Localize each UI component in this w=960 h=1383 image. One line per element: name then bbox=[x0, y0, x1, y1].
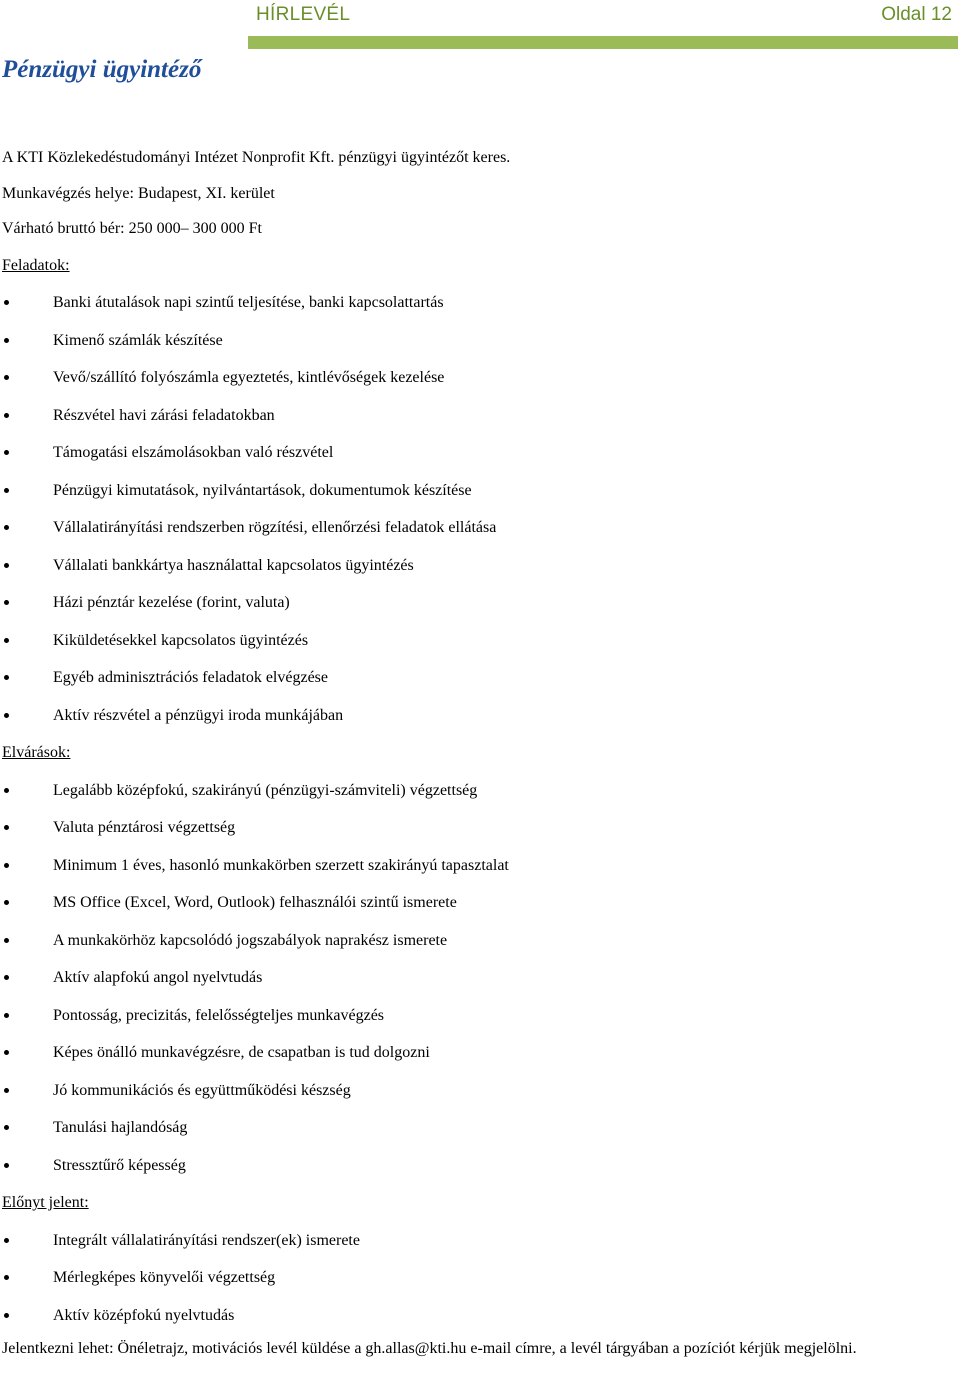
bullet-icon bbox=[4, 1088, 9, 1093]
list-item-text: Minimum 1 éves, hasonló munkakörben szerzett szakirányú tapasztalat bbox=[53, 856, 509, 874]
list-item-text: A munkakörhöz kapcsolódó jogszabályok naprakész ismerete bbox=[53, 931, 448, 949]
list-item-text: Jó kommunikációs és együttműködési készség bbox=[53, 1081, 351, 1099]
list-item bbox=[2, 772, 954, 810]
requirements-list bbox=[2, 772, 954, 1185]
requirements-heading: Elvárások: bbox=[2, 744, 71, 761]
bullet-icon bbox=[4, 488, 9, 493]
list-item-text: Vállalati bankkártya használattal kapcsolatos ügyintézés bbox=[53, 556, 414, 574]
application-instructions: Jelentkezni lehet: Önéletrajz, motivációs levél küldése a gh.allas@kti.hu e-mail címre, a levél tárgyában a pozíciót kérjük megjelölni. bbox=[2, 1340, 857, 1357]
list-item bbox=[2, 284, 954, 322]
list-item bbox=[2, 959, 954, 997]
list-item bbox=[2, 1109, 954, 1147]
list-item-text: Aktív középfokú nyelvtudás bbox=[53, 1306, 235, 1324]
list-item-text: Banki átutalások napi szintű teljesítése, banki kapcsolattartás bbox=[53, 294, 444, 311]
list-item-text: Integrált vállalatirányítási rendszer(ek) ismerete bbox=[53, 1231, 360, 1249]
list-item bbox=[2, 1259, 954, 1297]
list-item-text: Mérlegképes könyvelői végzettség bbox=[53, 1269, 276, 1286]
list-item-text: MS Office (Excel, Word, Outlook) felhasználói szintű ismerete bbox=[53, 894, 457, 911]
intro-line: Munkavégzés helye: Budapest, XI. kerület bbox=[2, 184, 275, 202]
list-item-text: Vevő/szállító folyószámla egyeztetés, kintlévőségek kezelése bbox=[53, 369, 445, 386]
list-item bbox=[2, 1222, 954, 1260]
bullet-icon bbox=[4, 1125, 9, 1130]
bullet-icon bbox=[4, 563, 9, 568]
bullet-icon bbox=[4, 413, 9, 418]
list-item bbox=[2, 1297, 954, 1335]
intro-line: Várható bruttó bér: 250 000– 300 000 Ft bbox=[2, 220, 262, 237]
list-item bbox=[2, 322, 954, 360]
bullet-icon bbox=[4, 1313, 9, 1318]
list-item-text: Egyéb adminisztrációs feladatok elvégzése bbox=[53, 669, 328, 686]
bullet-icon bbox=[4, 938, 9, 943]
list-item bbox=[2, 922, 954, 960]
list-item bbox=[2, 472, 954, 510]
bullet-icon bbox=[4, 900, 9, 905]
list-item bbox=[2, 1072, 954, 1110]
page-header bbox=[248, 0, 958, 52]
newsletter-title: HÍRLEVÉL bbox=[256, 4, 351, 25]
tasks-heading: Feladatok: bbox=[2, 256, 70, 274]
bullet-icon bbox=[4, 450, 9, 455]
list-item-text: Képes önálló munkavégzésre, de csapatban is tud dolgozni bbox=[53, 1044, 430, 1061]
article-title: Pénzügyi ügyintéző bbox=[2, 56, 202, 83]
bullet-icon bbox=[4, 600, 9, 605]
list-item-text: Tanulási hajlandóság bbox=[53, 1119, 188, 1136]
list-item-text: Kiküldetésekkel kapcsolatos ügyintézés bbox=[53, 631, 309, 649]
bullet-icon bbox=[4, 375, 9, 380]
article-body bbox=[2, 140, 954, 1361]
list-item bbox=[2, 884, 954, 922]
list-item bbox=[2, 997, 954, 1035]
list-item-text: Pontosság, precizitás, felelősségteljes munkavégzés bbox=[53, 1006, 385, 1024]
header-accent-bar bbox=[248, 36, 958, 49]
list-item-text: Pénzügyi kimutatások, nyilvántartások, dokumentumok készítése bbox=[53, 481, 472, 499]
bullet-icon bbox=[4, 300, 9, 305]
bullet-icon bbox=[4, 638, 9, 643]
list-item-text: Stressztűrő képesség bbox=[53, 1156, 186, 1174]
list-item-text: Támogatási elszámolásokban való részvétel bbox=[53, 444, 334, 461]
bullet-icon bbox=[4, 525, 9, 530]
list-item-text: Aktív alapfokú angol nyelvtudás bbox=[53, 969, 263, 986]
list-item-text: Házi pénztár kezelése (forint, valuta) bbox=[53, 594, 290, 611]
list-item-text: Kimenő számlák készítése bbox=[53, 331, 223, 349]
list-item-text: Valuta pénztárosi végzettség bbox=[53, 819, 236, 836]
bullet-icon bbox=[4, 1163, 9, 1168]
list-item bbox=[2, 697, 954, 735]
list-item bbox=[2, 1034, 954, 1072]
advantages-list bbox=[2, 1222, 954, 1335]
bullet-icon bbox=[4, 1050, 9, 1055]
list-item bbox=[2, 809, 954, 847]
list-item-text: Részvétel havi zárási feladatokban bbox=[53, 406, 275, 424]
list-item-text: Aktív részvétel a pénzügyi iroda munkájában bbox=[53, 706, 344, 724]
bullet-icon bbox=[4, 338, 9, 343]
list-item bbox=[2, 847, 954, 885]
advantages-heading: Előnyt jelent: bbox=[2, 1194, 89, 1211]
list-item bbox=[2, 397, 954, 435]
tasks-list bbox=[2, 284, 954, 734]
list-item bbox=[2, 622, 954, 660]
list-item bbox=[2, 659, 954, 697]
list-item-text: Legalább középfokú, szakirányú (pénzügyi-számviteli) végzettség bbox=[53, 781, 478, 799]
intro-line: A KTI Közlekedéstudományi Intézet Nonprofit Kft. pénzügyi ügyintézőt keres. bbox=[2, 149, 511, 166]
bullet-icon bbox=[4, 1275, 9, 1280]
list-item bbox=[2, 434, 954, 472]
bullet-icon bbox=[4, 863, 9, 868]
bullet-icon bbox=[4, 975, 9, 980]
list-item bbox=[2, 547, 954, 585]
bullet-icon bbox=[4, 788, 9, 793]
bullet-icon bbox=[4, 1238, 9, 1243]
bullet-icon bbox=[4, 713, 9, 718]
list-item bbox=[2, 1147, 954, 1185]
list-item bbox=[2, 359, 954, 397]
list-item bbox=[2, 509, 954, 547]
bullet-icon bbox=[4, 1013, 9, 1018]
bullet-icon bbox=[4, 825, 9, 830]
list-item bbox=[2, 584, 954, 622]
list-item-text: Vállalatirányítási rendszerben rögzítési, ellenőrzési feladatok ellátása bbox=[53, 519, 497, 536]
page-number: Oldal 12 bbox=[881, 4, 952, 25]
bullet-icon bbox=[4, 675, 9, 680]
